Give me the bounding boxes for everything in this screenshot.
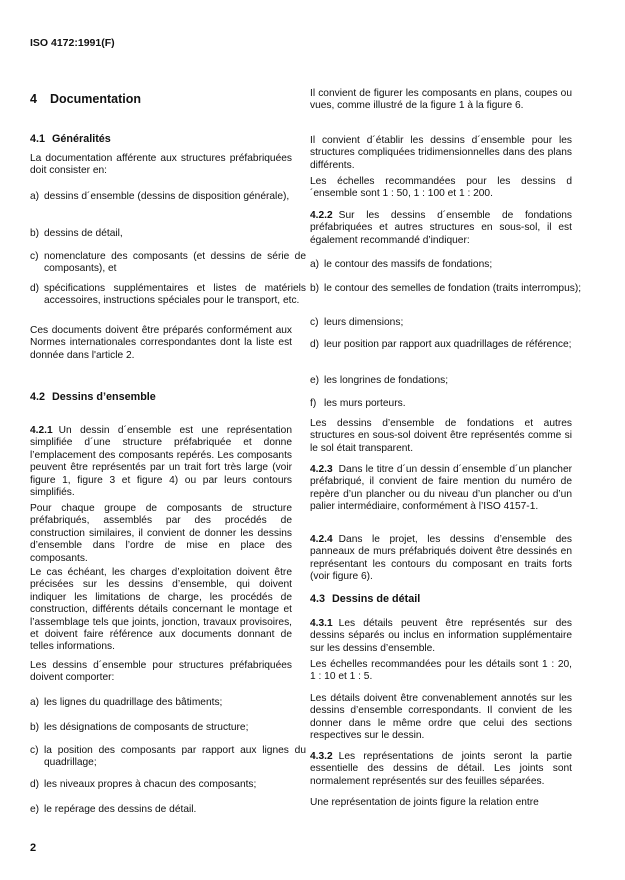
list-text: spécifications supplémentaires et listes de matériels accessoires, instructions spéciales pour le transport, etc. — [44, 283, 306, 307]
paragraph-text: Les échelles recommandées pour les détails sont 1 : 20, 1 : 10 et 1 : 5. — [310, 659, 572, 683]
list-label: d) — [30, 283, 40, 294]
list-text: le contour des semelles de fondation (traits interrompus); — [324, 283, 582, 294]
list-label: f) — [310, 398, 317, 409]
list-item — [310, 398, 586, 410]
list-text: leurs dimensions; — [324, 317, 404, 328]
list-item — [30, 779, 306, 791]
paragraph — [310, 751, 572, 788]
paragraph — [310, 88, 572, 113]
list-text: leur position par rapport aux quadrillages de référence; — [324, 339, 572, 350]
paragraph — [310, 618, 572, 655]
section-heading — [30, 133, 292, 145]
paragraph-text: Une représentation de joints figure la relation entre — [310, 797, 539, 808]
list-item — [30, 722, 306, 734]
list-item — [310, 375, 586, 387]
list-text: les désignations de composants de structure; — [44, 722, 249, 733]
paragraph — [310, 797, 572, 809]
list-text: les lignes du quadrillage des bâtiments; — [44, 697, 223, 708]
paragraph-text: Les représentations de joints seront la partie essentielle des dessins de détail. Les joints sont normalement représentés sur des feuilles séparées. — [310, 751, 572, 787]
paragraph-text: Les échelles recommandées pour les dessins d´ensemble sont 1 : 50, 1 : 100 et 1 : 200. — [310, 176, 572, 200]
section-title: Documentation — [50, 92, 141, 106]
paragraph — [310, 176, 572, 201]
section-title: Dessins d’ensemble — [52, 391, 156, 403]
clause-number: 4.3.1 — [310, 618, 333, 629]
list-label: b) — [30, 228, 40, 239]
paragraph — [30, 325, 292, 362]
paragraph-text: Un dessin d´ensemble est une représentation simplifiée d´une structure préfabriquée et donne l’emplacement des composants repérés. Les composants peuvent être représentés par un trait fort très large (voir figure 1, figure 3 et figure 4) ou par leurs contours simplifiés. — [30, 425, 292, 499]
paragraph-text: Dans le titre d´un dessin d´ensemble d´un plancher préfabriqué, il convient de faire mention du numéro de repère d’un plancher ou du niveau d’un plancher ou d’un palier intermédiaire, conformément à l’ISO 4157-1. — [310, 464, 572, 513]
list-text: les longrines de fondations; — [324, 375, 449, 386]
paragraph-text: Il convient de figurer les composants en plans, coupes ou vues, comme illustré de la figure 1 à la figure 6. — [310, 88, 572, 112]
section-number: 4.2 — [30, 391, 46, 403]
list-text: dessins de détail, — [44, 228, 123, 239]
paragraph-text: Les dessins d´ensemble pour structures préfabriquées doivent comporter: — [30, 660, 292, 684]
paragraph-text: Les détails doivent être convenablement annotés sur les dessins d’ensemble correspondants. Il convient de les donner dans le même ordre que celui des sections respectives sur le dessin. — [310, 693, 572, 742]
paragraph — [30, 425, 292, 499]
section-heading — [30, 391, 292, 403]
list-label: a) — [310, 259, 320, 270]
paragraph — [310, 534, 572, 584]
list-item — [30, 804, 306, 816]
section-title: Généralités — [52, 133, 111, 145]
clause-number: 4.2.3 — [310, 464, 333, 475]
list-text: le repérage des dessins de détail. — [44, 804, 197, 815]
list-label: c) — [30, 745, 39, 756]
list-text: dessins d´ensemble (dessins de disposition générale), — [44, 191, 290, 202]
clause-number: 4.2.2 — [310, 210, 333, 221]
list-label: b) — [30, 722, 40, 733]
list-label: e) — [30, 804, 40, 815]
paragraph — [310, 210, 572, 247]
list-item — [30, 228, 306, 240]
section-heading — [310, 593, 572, 605]
page-number: 2 — [30, 842, 37, 854]
paragraph — [30, 660, 292, 685]
paragraph-text: Sur les dessins d´ensemble de fondations préfabriquées et autres structures en sous-sol, il est également recommandé d’indiquer: — [310, 210, 572, 246]
paragraph — [30, 153, 292, 178]
paragraph — [310, 693, 572, 743]
list-item — [30, 191, 306, 203]
paragraph-text: Il convient d´établir les dessins d´ensemble pour les structures compliquées tridimensionnelles dans des plans différents. — [310, 135, 572, 171]
list-label: d) — [310, 339, 320, 350]
paragraph — [310, 418, 572, 455]
list-label: d) — [30, 779, 40, 790]
list-label: b) — [310, 283, 320, 294]
list-text: nomenclature des composants (et dessins de série de composants), et — [44, 251, 306, 275]
list-label: c) — [310, 317, 319, 328]
paragraph — [310, 135, 572, 172]
list-item — [310, 339, 586, 351]
list-text: le contour des massifs de fondations; — [324, 259, 493, 270]
list-text: les niveaux propres à chacun des composants; — [44, 779, 257, 790]
paragraph-text: Le cas échéant, les charges d’exploitation doivent être précisées sur les dessins d’ensemble, qui doivent indiquer les limitations de charge, les procédés de construction, différents détails concernant le montage et l’assemblage tels que joints, jonction, travaux provisoires, et doivent faire référence aux documents donnant de telles informations. — [30, 567, 292, 653]
paragraph — [30, 503, 292, 565]
list-item — [30, 745, 306, 770]
section-title: Dessins de détail — [332, 593, 421, 605]
clause-number: 4.3.2 — [310, 751, 333, 762]
paragraph — [30, 567, 292, 654]
paragraph-text: Dans le projet, les dessins d’ensemble des panneaux de murs préfabriqués doivent être dessinés en représentant les contours du composant en traits forts (voir figure 6). — [310, 534, 572, 583]
list-item — [310, 259, 586, 271]
list-item — [30, 697, 306, 709]
list-item — [30, 283, 306, 308]
document-header: ISO 4172:1991(F) — [30, 37, 115, 49]
list-label: e) — [310, 375, 320, 386]
paragraph-text: Les détails peuvent être représentés sur des dessins séparés ou inclus en information supplémentaire sur les dessins d’ensemble. — [310, 618, 572, 654]
list-label: c) — [30, 251, 39, 262]
paragraph — [310, 464, 572, 514]
clause-number: 4.2.4 — [310, 534, 333, 545]
list-text: la position des composants par rapport aux lignes du quadrillage; — [44, 745, 306, 769]
section-number: 4 — [30, 92, 37, 106]
section-heading — [30, 93, 292, 105]
paragraph-text: La documentation afférente aux structures préfabriquées doit consister en: — [30, 153, 292, 177]
section-number: 4.1 — [30, 133, 46, 145]
list-item — [30, 251, 306, 276]
list-label: a) — [30, 697, 40, 708]
list-item — [310, 283, 586, 295]
clause-number: 4.2.1 — [30, 425, 53, 436]
list-text: les murs porteurs. — [324, 398, 406, 409]
paragraph-text: Pour chaque groupe de composants de structure préfabriqués, assemblés par des procédés de construction similaires, il convient de donner les dessins d’ensemble dans l’ordre de mise en place des composants. — [30, 503, 292, 564]
section-number: 4.3 — [310, 593, 326, 605]
list-item — [310, 317, 586, 329]
list-label: a) — [30, 191, 40, 202]
paragraph-text: Les dessins d’ensemble de fondations et autres structures en sous-sol doivent être représentés comme si le sol était transparent. — [310, 418, 572, 454]
paragraph — [310, 659, 572, 684]
paragraph-text: Ces documents doivent être préparés conformément aux Normes internationales correspondantes dont la liste est donnée dans l'article 2. — [30, 325, 292, 361]
